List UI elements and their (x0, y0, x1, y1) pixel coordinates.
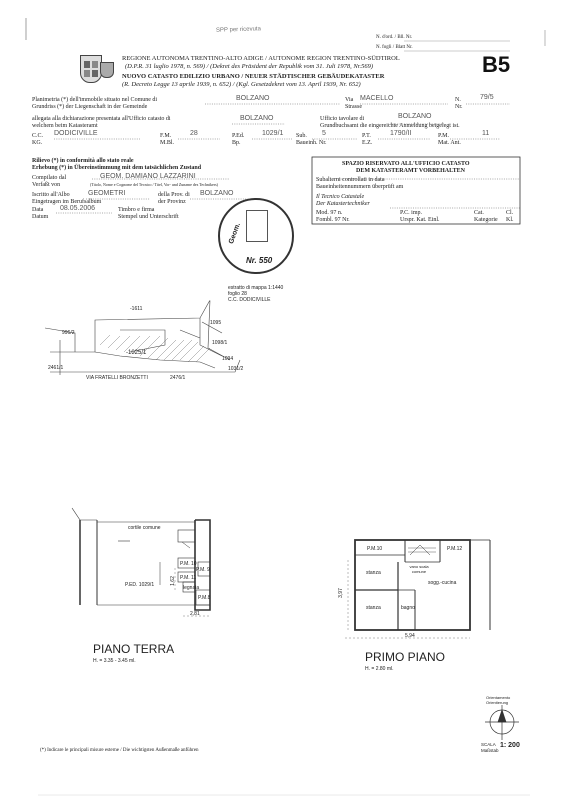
via-label: Via (345, 97, 354, 103)
rilievo-title: Rilievo (*) in conformità allo stato reale (32, 158, 134, 164)
pt-dim-162: 1,62 (169, 576, 176, 586)
iscritto-label-de: Eingetragen im Berufsalbum (32, 199, 102, 205)
n-ord-label: N. d'ord. / Bll. Nr. (376, 35, 413, 40)
pt-pm9: P.M. 9 (196, 567, 210, 573)
n-value: 79/5 (480, 94, 494, 101)
data-value: 08.05.2006 (60, 205, 96, 212)
data-label-de: Datum (32, 214, 49, 220)
pp-sogg-cucina: sogg.-cucina (428, 580, 457, 586)
cat-label: Cat. (474, 210, 484, 216)
footer-note: (*) Indicare le principali misure esterne / Die wichtigsten Außenmaße anführen (40, 748, 199, 753)
sub-value: 5 (322, 130, 326, 137)
fm-label-de: M.Bl. (160, 140, 175, 146)
iscritto-label: Iscritto all'Albo (32, 192, 70, 198)
header-dpr: (D.P.R. 31 luglio 1978, n. 569) / (Dekret des Präsident der Republik vom 31. Juli 1978, Nr.569) (125, 63, 374, 70)
riservato-sub1: Subalterni controllati in data (316, 177, 385, 183)
ufficio-value: BOLZANO (398, 113, 432, 120)
grund-label: Grundbuchsamt die eingereichte Anmeldung beigelegt ist. (320, 123, 460, 129)
planimetria-label-de: Grundriss (*) der Liegenschaft in der Gemeinde (32, 104, 148, 110)
surveyor-stamp (218, 198, 294, 274)
pm-label-de: Mat. Ant. (438, 140, 461, 146)
ped-label-de: Bp. (232, 140, 241, 146)
prov-value: BOLZANO (200, 190, 234, 197)
riservato-tecnico: Il Tecnico Catastale (316, 194, 365, 200)
comune-value: BOLZANO (236, 95, 270, 102)
pt-pm10: P.M. 10 (180, 561, 197, 567)
prov-label-de: der Provinz (158, 199, 186, 205)
pp-stanza1: stanza (366, 570, 381, 576)
pt-pm11: P.M. 11 (180, 575, 197, 581)
header-region: REGIONE AUTONOMA TRENTINO-ALTO ADIGE / AUTONOME REGION TRENTINO-SÜDTIROL (122, 55, 400, 62)
scala-value: 1: 200 (500, 742, 520, 749)
piano-terra-title: PIANO TERRA (93, 642, 175, 656)
north-arrow-icon (485, 705, 519, 740)
eagle-emblem-icon (100, 62, 114, 78)
prov-label: della Prov. di (158, 192, 190, 198)
riservato-sub2: Baueinheitennummern überprüft am (316, 184, 404, 190)
header-decreto: (R. Decreto Legge 13 aprile 1939, n. 652) / (Kgl. Gesetzdekret vom 13. April 1939, Nr. 652) (122, 81, 361, 88)
fm-value: 28 (190, 130, 198, 137)
estratto-line2: foglio 28 (228, 291, 247, 297)
riservato-tecnico-de: Der Katastertechniker (316, 201, 370, 207)
compilato-value: GEOM. DAMIANO LAZZARINI (100, 173, 196, 180)
pt-label-de: E.Z. (362, 140, 373, 146)
compilato-note: (Titolo, Nome e Cognome del Tecnico / Titel, Vor- und Zuname des Technikers) (90, 182, 219, 187)
primo-piano-title: PRIMO PIANO (365, 650, 446, 664)
massstab-label: Maßstab (481, 748, 499, 753)
rilievo-title-de: Erhebung (*) in Übereinstimmung mit dem tatsächlichen Zustand (32, 165, 202, 171)
pp-pm10: P.M.10 (367, 546, 383, 552)
planimetria-label: Planimetria (*) dell'immobile situato nel Comune di (32, 97, 158, 103)
pt-label: P.T. (362, 133, 371, 139)
pc-label: P.C. imp. (400, 210, 423, 216)
stamp-code: B5 (482, 52, 511, 77)
pt-value: 1790/II (390, 130, 412, 137)
riservato-title: SPAZIO RISERVATO ALL'UFFICIO CATASTO (342, 161, 470, 167)
allegata-label-de: welchem beim Katasteramt (32, 123, 98, 129)
sub-label: Sub. (296, 133, 307, 139)
pp-pm12: P.M.12 (447, 546, 463, 552)
ufficio-label: Ufficio tavolare di (320, 116, 365, 122)
urspr-label: Urspr. Kat. Einl. (400, 217, 440, 223)
estratto-2461: 2461/1 (48, 365, 64, 371)
estratto-mappa-drawing (45, 300, 240, 375)
via-label-de: Strasse (345, 104, 362, 110)
orient-label: Orientamento (486, 695, 511, 700)
top-scribble: SPP per ricevuta (215, 26, 262, 34)
pp-vano-scala: vano scala comune (409, 564, 429, 574)
pp-dim-397: 3,97 (337, 588, 344, 598)
via-value: MACELLO (360, 95, 394, 102)
cc-label-de: KG. (32, 140, 43, 146)
header-catasto: NUOVO CATASTO EDILIZIO URBANO / NEUER STÄDTISCHER GEBÄUDEKATASTER (122, 73, 385, 80)
kategorie-label: Kategorie (474, 217, 498, 223)
primo-piano-height: H. = 2.80 ml. (365, 666, 394, 672)
fombl-label: Fombl. 97 Nr. (316, 217, 350, 223)
primo-piano-plan (355, 540, 490, 630)
estratto-ped-top: -1611 (130, 306, 143, 312)
stamp-text: Geom. (227, 222, 242, 245)
estratto-line3: C.C. DODICIVILLE (228, 297, 271, 303)
pt-ped: P.ED. 1029/1 (125, 582, 155, 588)
ped-label: P.Ed. (232, 133, 245, 139)
n-label-de: Nr. (455, 104, 463, 110)
pm-label: P.M. (438, 133, 450, 139)
fm-label: F.M. (160, 133, 172, 139)
pp-bagno: bagno (401, 605, 415, 611)
cc-label: C.C. (32, 133, 44, 139)
compilato-label-de: Verfaßt von (32, 182, 61, 188)
piano-terra-plan (72, 508, 210, 610)
compilato-label: Compilato dal (32, 175, 67, 181)
n-fogli-label: N. fogli / Blatt Nr. (376, 45, 413, 50)
iscritto-value: GEOMETRI (88, 190, 126, 197)
riservato-title-de: DEM KATASTERAMT VORBEHALTEN (356, 168, 465, 174)
kl-label: Kl. (506, 217, 514, 223)
estratto-1098: 1098/1 (212, 340, 228, 346)
n-label: N. (455, 97, 461, 103)
orient-label-de: Orientierung (486, 700, 509, 705)
pp-dim-594: 5,94 (405, 633, 415, 639)
pt-pm8: P.M.8 (198, 595, 211, 601)
estratto-street: VIA FRATELLI BRONZETTI (86, 375, 148, 381)
pt-dim-281: 2,81 (190, 611, 200, 617)
timbro-label-de: Stempel und Unterschrift (118, 214, 179, 220)
pp-stanza2: stanza (366, 605, 381, 611)
stamp-number: Nr. 550 (246, 256, 273, 265)
timbro-label: Timbro e firma (118, 207, 155, 213)
estratto-ped: -1025/1 (126, 350, 147, 356)
estratto-1031: 1031/2 (228, 366, 244, 372)
cl-label: Cl. (506, 210, 514, 216)
mod-label: Mod. 97 n. (316, 210, 343, 216)
allegata-value: BOLZANO (240, 115, 274, 122)
pt-cortile: cortile comune (128, 525, 161, 531)
estratto-1095: 1095 (210, 320, 222, 326)
cc-value: DODICIVILLE (54, 130, 98, 137)
estratto-hatch (100, 335, 210, 362)
piano-terra-height: H. = 3.35 - 3.45 ml. (93, 658, 136, 664)
pt-legnaia: legnaia (183, 585, 200, 591)
estratto-996: 996/2 (62, 330, 75, 336)
pm-value: 11 (482, 130, 490, 137)
stamp-signature-icon (246, 210, 268, 242)
sub-label-de: Baueinh. Nr. (296, 140, 327, 146)
coat-of-arms-icon (80, 55, 102, 83)
allegata-label: allegata alla dichiarazione presentata all'Ufficio catasto di (32, 116, 171, 122)
ped-value: 1029/1 (262, 130, 284, 137)
estratto-1094: 1094 (222, 356, 234, 362)
scala-label: SCALA (481, 742, 496, 747)
estratto-line1: estratto di mappa 1:1440 (228, 285, 284, 291)
data-label: Data (32, 207, 44, 213)
estratto-2476: 2476/1 (170, 375, 186, 381)
